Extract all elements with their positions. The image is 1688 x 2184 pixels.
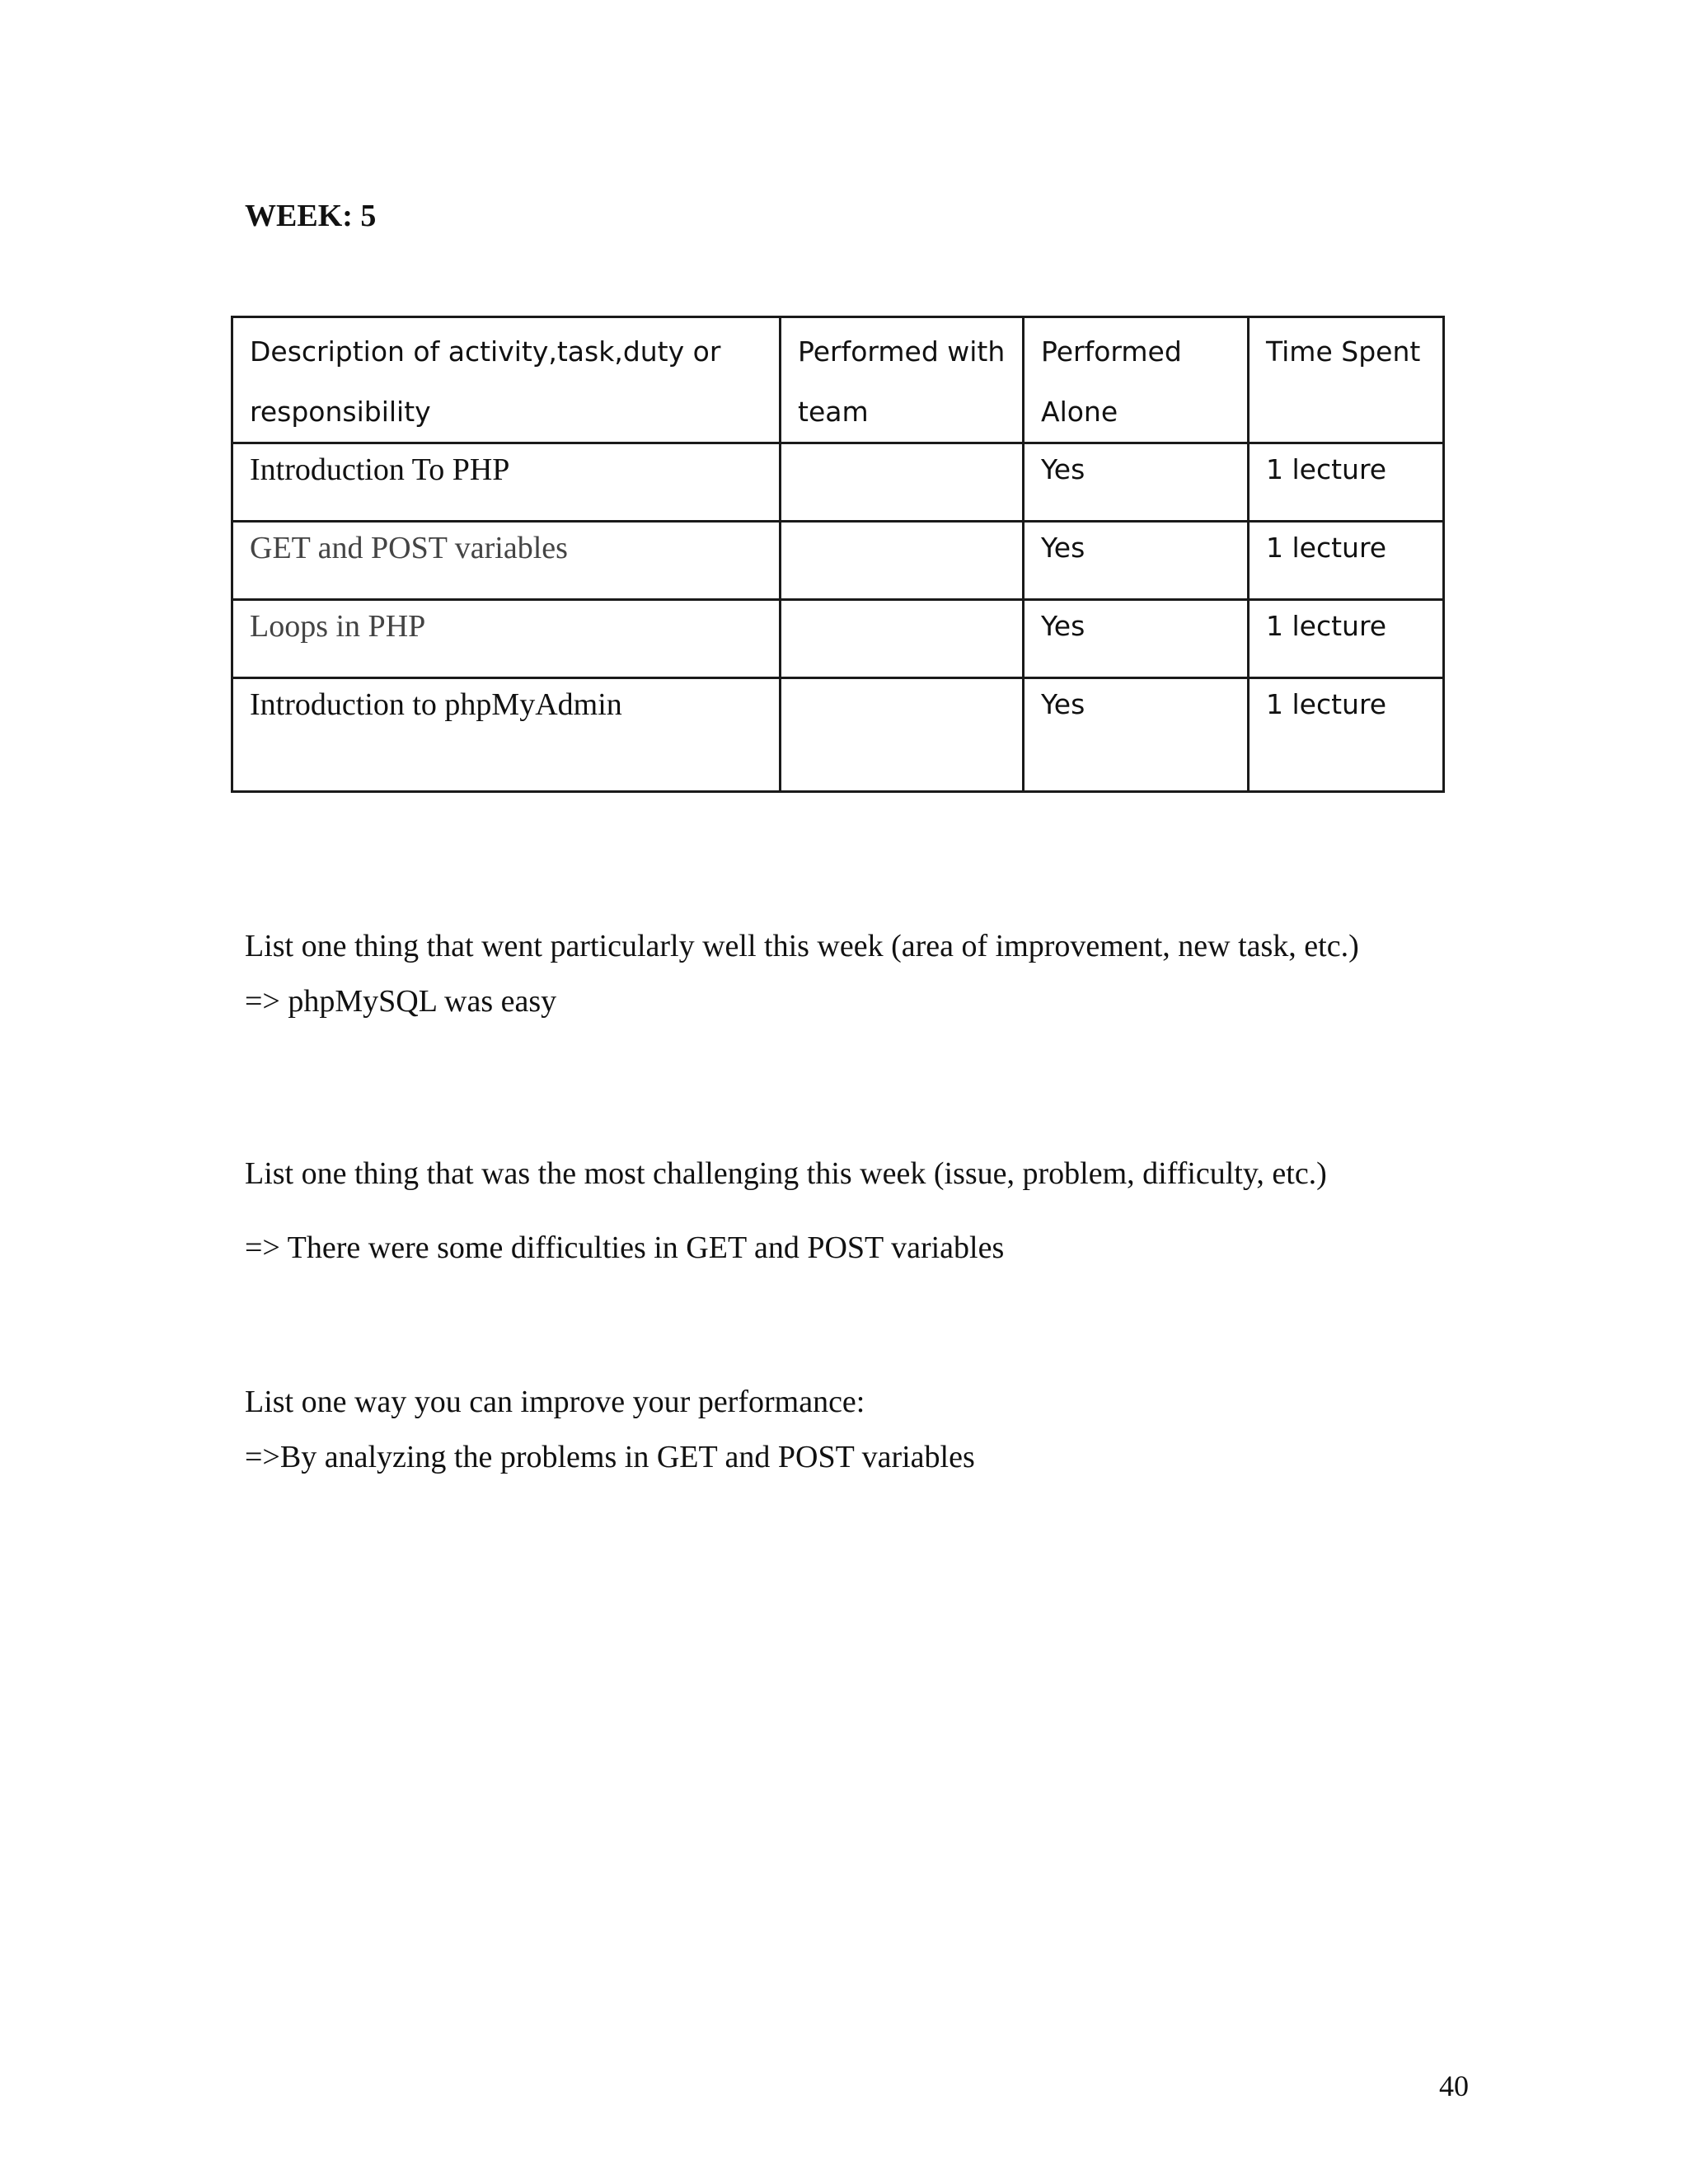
header-alone: Performed Alone [1024,317,1249,443]
table-row [232,443,1444,522]
header-with-team: Performed with team [781,317,1024,443]
row-description: GET and POST variables [232,522,781,600]
table-header-row [232,317,1444,443]
row-time: 1 lecture [1249,443,1444,522]
row-with-team [781,600,1024,678]
table-row [232,522,1444,600]
page-number: 40 [1439,2069,1469,2102]
challenging-answer: => There were some difficulties in GET and POST variables [245,1230,1005,1265]
row-description: Introduction to phpMyAdmin [232,678,781,792]
row-time: 1 lecture [1249,600,1444,678]
row-alone: Yes [1024,678,1249,792]
table-row [232,600,1444,678]
row-time: 1 lecture [1249,522,1444,600]
row-description: Introduction To PHP [232,443,781,522]
went-well-answer: => phpMySQL was easy [245,984,557,1019]
row-alone: Yes [1024,443,1249,522]
improve-answer: =>By analyzing the problems in GET and POST variables [245,1440,975,1474]
challenging-question: List one thing that was the most challenging this week (issue, problem, difficulty, etc.) [245,1156,1327,1191]
row-with-team [781,678,1024,792]
row-with-team [781,522,1024,600]
improve-question: List one way you can improve your performance: [245,1385,865,1419]
row-alone: Yes [1024,600,1249,678]
activity-table [231,316,1445,793]
week-heading: WEEK: 5 [245,199,377,233]
row-time: 1 lecture [1249,678,1444,792]
row-alone: Yes [1024,522,1249,600]
went-well-question: List one thing that went particularly well this week (area of improvement, new task, etc.) [245,929,1359,963]
header-description: Description of activity,task,duty or responsibility [232,317,781,443]
table-row [232,678,1444,792]
row-description: Loops in PHP [232,600,781,678]
header-time-spent: Time Spent [1249,317,1444,443]
row-with-team [781,443,1024,522]
